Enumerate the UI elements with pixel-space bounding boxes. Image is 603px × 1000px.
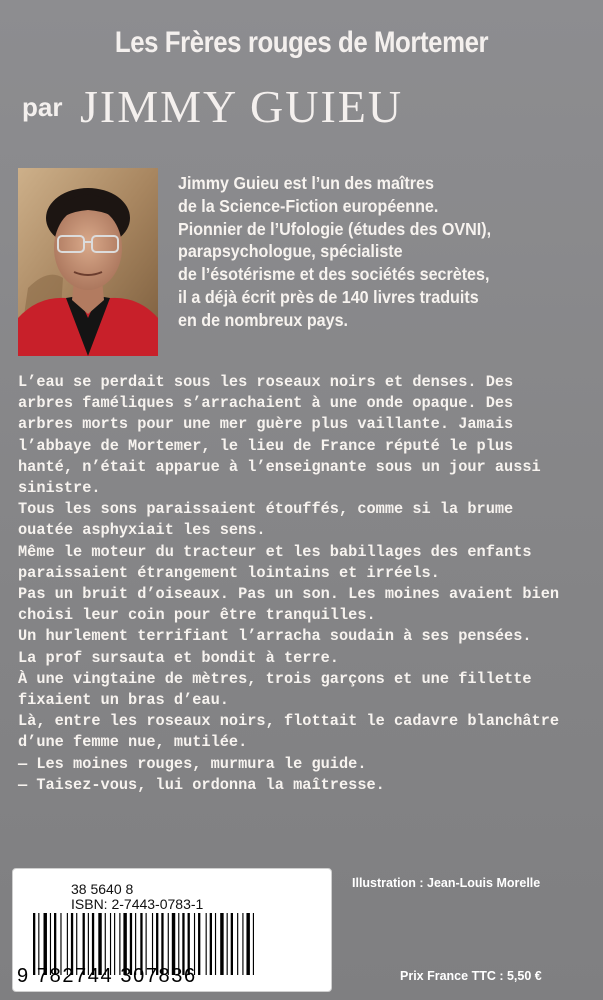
story-line: La prof sursauta et bondit à terre. <box>18 648 339 667</box>
barcode-panel <box>12 868 332 992</box>
bio-line: il a déjà écrit près de 140 livres traduits <box>178 286 479 307</box>
barcode-digits: 9 782744 307836 <box>17 965 197 987</box>
story-line: À une vingtaine de mètres, trois garçons et une fillette <box>18 669 532 688</box>
story-paragraph <box>18 626 590 668</box>
story-paragraph <box>18 669 590 711</box>
story-line: — Taisez-vous, lui ordonna la maîtresse. <box>18 775 385 794</box>
isbn-number: ISBN: 2-7443-0783-1 <box>71 896 204 912</box>
story-line: hanté, n’était apparue à l’enseignante sous un jour aussi <box>18 457 541 476</box>
story-line: l’abbaye de Mortemer, le lieu de France réputé le plus <box>18 436 514 455</box>
story-paragraph <box>18 711 590 753</box>
story-line: sinistre. <box>18 479 101 498</box>
story-line: — Les moines rouges, murmura le guide. <box>18 754 367 773</box>
story-line: L’eau se perdait sous les roseaux noirs et denses. Des <box>18 373 514 391</box>
story-line: Pas un bruit d’oiseaux. Pas un son. Les moines avaient bien <box>18 585 560 604</box>
story-line: choisi leur coin pour être tranquilles. <box>18 606 376 625</box>
bio-line: Jimmy Guieu est l’un des maîtres <box>178 173 434 193</box>
price-label: Prix France TTC : 5,50 € <box>400 969 542 983</box>
story-paragraph <box>18 372 590 499</box>
bio-line: en de nombreux pays. <box>178 309 348 330</box>
story-line: d’une femme nue, mutilée. <box>18 733 248 752</box>
story-line: Tous les sons paraissaient étouffés, comme si la brume <box>18 500 514 519</box>
bio-line: de la Science-Fiction européenne. <box>178 195 439 216</box>
illustration-credit: Illustration : Jean-Louis Morelle <box>352 876 541 890</box>
author-name: JIMMY GUIEU <box>80 81 404 132</box>
author-prefix: par <box>22 92 63 122</box>
story-line: ouatée asphyxiait les sens. <box>18 521 266 540</box>
bio-line: Pionnier de l’Ufologie (études des OVNI), <box>178 218 492 239</box>
story-line: arbres morts pour une mer guère plus vaillante. Jamais <box>18 415 514 434</box>
story-paragraph <box>18 584 590 626</box>
story-paragraph <box>18 775 590 796</box>
author-bio <box>178 172 588 332</box>
story-line: arbres faméliques s’arrachaient à une onde opaque. Des <box>18 394 514 413</box>
bio-line: parapsychologue, spécialiste <box>178 241 403 262</box>
story-line: Là, entre les roseaux noirs, flottait le cadavre blanchâtre <box>18 712 560 731</box>
story-paragraph <box>18 542 590 584</box>
book-title: Les Frères rouges de Mortemer <box>114 26 489 59</box>
story-line: fixaient un bras d’eau. <box>18 691 229 710</box>
story-excerpt <box>18 372 590 796</box>
story-line: Même le moteur du tracteur et les babillages des enfants <box>18 542 532 561</box>
author-line <box>18 80 588 130</box>
story-paragraph <box>18 754 590 775</box>
story-line: paraissaient étrangement lointains et irréels. <box>18 563 440 582</box>
story-line: Un hurlement terrifiant l’arracha soudain à ses pensées. <box>18 627 532 646</box>
author-portrait-icon <box>18 168 158 356</box>
author-photo <box>18 168 158 356</box>
catalog-code: 38 5640 8 <box>71 881 134 897</box>
bio-line: de l’ésotérisme et des sociétés secrètes, <box>178 264 490 285</box>
story-paragraph <box>18 499 590 541</box>
